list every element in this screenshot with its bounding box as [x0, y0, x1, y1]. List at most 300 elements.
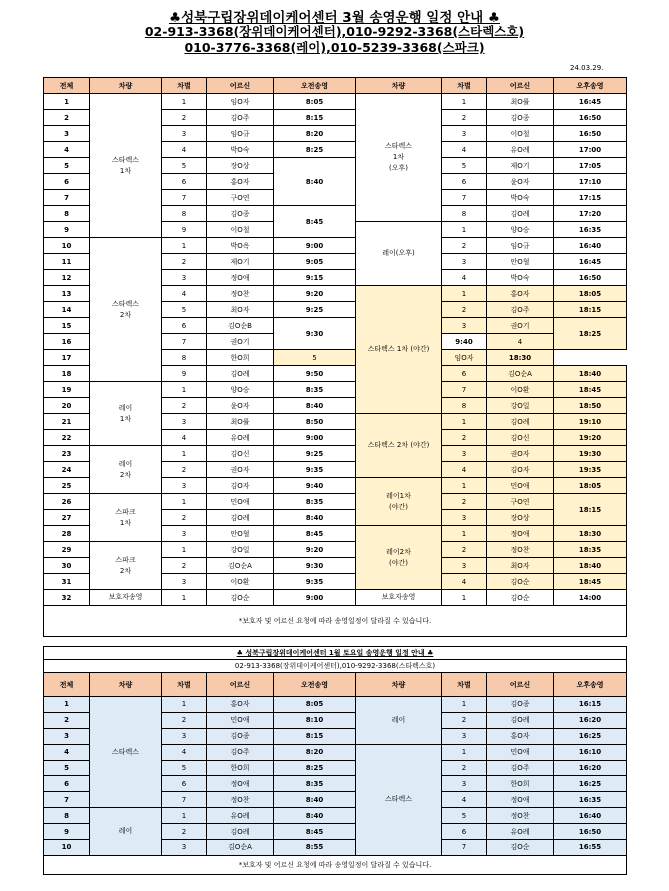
senior-name: 민O애: [207, 712, 274, 728]
pm-senior-name: 제O기: [487, 158, 554, 174]
row-number: 20: [44, 398, 90, 414]
header-pm-order: 차별: [442, 673, 487, 697]
row-number: 27: [44, 510, 90, 526]
pm-vehicle-order: 5: [274, 350, 356, 366]
vehicle-cell: 레이 2차: [90, 446, 162, 494]
pm-dropoff-time: 16:45: [554, 94, 627, 110]
table-row: [44, 446, 627, 462]
pm-vehicle-cell: 레이: [356, 697, 442, 745]
row-number: 4: [44, 142, 90, 158]
pm-dropoff-time: 16:25: [554, 728, 627, 744]
pm-dropoff-time: 18:15: [554, 302, 627, 318]
am-pickup-time: 8:35: [274, 382, 356, 398]
vehicle-order: 2: [162, 254, 207, 270]
header-vehicle: 차량: [90, 673, 162, 697]
row-number: 17: [44, 350, 90, 366]
pm-senior-name: 정O찬: [487, 542, 554, 558]
pm-vehicle-cell: 레이2차 (야간): [356, 526, 442, 590]
pm-senior-name: 홍O자: [487, 728, 554, 744]
row-number: 8: [44, 808, 90, 824]
vehicle-order: 3: [162, 414, 207, 430]
row-number: 14: [44, 302, 90, 318]
title-row: [44, 647, 627, 660]
pm-dropoff-time: 19:10: [554, 414, 627, 430]
row-number: 16: [44, 334, 90, 350]
am-pickup-time: 8:40: [274, 398, 356, 414]
senior-name: 박O숙: [207, 142, 274, 158]
senior-name: 김O순A: [207, 840, 274, 856]
row-number: 6: [44, 776, 90, 792]
pm-senior-name: 구O연: [487, 494, 554, 510]
am-pickup-time: 8:40: [274, 158, 356, 206]
pm-dropoff-time: 17:15: [554, 190, 627, 206]
am-pickup-time: 9:40: [442, 334, 487, 350]
am-pickup-time: 9:30: [274, 558, 356, 574]
pm-senior-name: 박O숙: [487, 190, 554, 206]
vehicle-order: 9: [162, 366, 207, 382]
schedule-note: *보호자 및 어르신 요청에 따라 송영일정이 달라질 수 있습니다.: [44, 606, 627, 637]
pm-senior-name: 강O일: [487, 398, 554, 414]
pm-senior-name: 임O규: [487, 238, 554, 254]
pm-vehicle-order: 2: [442, 542, 487, 558]
pm-vehicle-order: 3: [442, 126, 487, 142]
pm-senior-name: 김O종: [487, 697, 554, 713]
am-pickup-time: 9:30: [274, 318, 356, 350]
senior-name: 제O기: [207, 254, 274, 270]
senior-name: 김O례: [207, 824, 274, 840]
am-pickup-time: 9:20: [274, 542, 356, 558]
vehicle-order: 3: [162, 478, 207, 494]
senior-name: 김O종: [207, 206, 274, 222]
table-row: [44, 94, 627, 110]
senior-name: 김O신: [207, 446, 274, 462]
vehicle-order: 6: [162, 318, 207, 334]
pm-vehicle-order: 1: [442, 222, 487, 238]
senior-name: 정O찬: [207, 286, 274, 302]
row-number: 21: [44, 414, 90, 430]
am-pickup-time: 8:45: [274, 526, 356, 542]
am-pickup-time: 8:45: [274, 206, 356, 238]
pm-senior-name: 유O례: [487, 142, 554, 158]
am-pickup-time: 8:20: [274, 744, 356, 760]
pm-dropoff-time: 18:30: [554, 526, 627, 542]
pm-dropoff-time: 14:00: [554, 590, 627, 606]
pm-senior-name: 양O승: [487, 222, 554, 238]
am-pickup-time: 8:20: [274, 126, 356, 142]
row-number: 32: [44, 590, 90, 606]
pm-vehicle-order: 2: [442, 430, 487, 446]
pm-senior-name: 김O순: [487, 574, 554, 590]
pm-dropoff-time: 16:55: [554, 840, 627, 856]
am-pickup-time: 8:15: [274, 728, 356, 744]
vehicle-order: 3: [162, 728, 207, 744]
pm-senior-name: 민O애: [487, 744, 554, 760]
am-pickup-time: 9:00: [274, 590, 356, 606]
pm-senior-name: 정O애: [487, 792, 554, 808]
pm-senior-name: 김O순: [487, 840, 554, 856]
pm-senior-name: 박O숙: [487, 270, 554, 286]
am-pickup-time: 9:35: [274, 574, 356, 590]
vehicle-order: 3: [162, 270, 207, 286]
pm-vehicle-order: 1: [442, 697, 487, 713]
pm-senior-name: 김O례: [487, 712, 554, 728]
senior-name: 김O종: [207, 728, 274, 744]
pm-vehicle-order: 1: [442, 414, 487, 430]
vehicle-order: 5: [162, 302, 207, 318]
am-pickup-time: 9:35: [274, 462, 356, 478]
senior-name: 김O순: [207, 590, 274, 606]
senior-name: 정O찬: [207, 792, 274, 808]
vehicle-order: 2: [162, 558, 207, 574]
pm-senior-name: 김O자: [487, 462, 554, 478]
pm-dropoff-time: 18:45: [554, 382, 627, 398]
pm-vehicle-cell: 보호자송영: [356, 590, 442, 606]
pm-dropoff-time: 16:50: [554, 110, 627, 126]
row-number: 2: [44, 712, 90, 728]
pm-vehicle-order: 3: [442, 728, 487, 744]
pm-dropoff-time: 17:05: [554, 158, 627, 174]
pm-dropoff-time: 18:45: [554, 574, 627, 590]
pm-dropoff-time: 19:20: [554, 430, 627, 446]
senior-name: 홍O자: [207, 174, 274, 190]
senior-name: 이O환: [207, 574, 274, 590]
senior-name: 양O승: [207, 382, 274, 398]
pm-senior-name: 김O례: [487, 414, 554, 430]
row-number: 7: [44, 792, 90, 808]
vehicle-order: 2: [162, 110, 207, 126]
pm-vehicle-order: 3: [442, 318, 487, 334]
pm-senior-name: 김O종: [487, 110, 554, 126]
pm-dropoff-time: 16:45: [554, 254, 627, 270]
pm-senior-name: 안O혈: [487, 254, 554, 270]
vehicle-order: 1: [162, 382, 207, 398]
vehicle-order: 3: [162, 840, 207, 856]
vehicle-order: 1: [162, 542, 207, 558]
pm-dropoff-time: 16:50: [554, 824, 627, 840]
table-row: [44, 697, 627, 713]
header-no: 전체: [44, 78, 90, 94]
pm-vehicle-order: 2: [442, 712, 487, 728]
header-order: 차별: [162, 78, 207, 94]
pm-vehicle-order: 3: [442, 254, 487, 270]
vehicle-order: 2: [162, 712, 207, 728]
senior-name: 김O주: [207, 744, 274, 760]
am-pickup-time: 9:25: [274, 302, 356, 318]
row-number: 11: [44, 254, 90, 270]
footer-row: [44, 606, 627, 637]
senior-name: 유O례: [207, 430, 274, 446]
row-number: 9: [44, 222, 90, 238]
vehicle-order: 8: [162, 206, 207, 222]
pm-vehicle-order: 4: [442, 792, 487, 808]
am-pickup-time: 8:50: [274, 414, 356, 430]
pm-dropoff-time: 16:50: [554, 270, 627, 286]
header-pm-vehicle: 차량: [356, 78, 442, 94]
pm-vehicle-order: 3: [442, 558, 487, 574]
pm-vehicle-order: 8: [442, 398, 487, 414]
pm-dropoff-time: 18:15: [554, 494, 627, 526]
row-number: 13: [44, 286, 90, 302]
vehicle-order: 1: [162, 808, 207, 824]
vehicle-cell: 스타렉스 2차: [90, 238, 162, 382]
contact-phones-line1: 02-913-3368(장위데이케어센터),010-9292-3368(스타렉스호): [144, 24, 525, 39]
pm-senior-name: 장O상: [487, 510, 554, 526]
row-number: 25: [44, 478, 90, 494]
row-number: 22: [44, 430, 90, 446]
vehicle-order: 6: [162, 174, 207, 190]
vehicle-order: 8: [162, 350, 207, 366]
vehicle-order: 1: [162, 94, 207, 110]
vehicle-order: 6: [162, 776, 207, 792]
pm-vehicle-cell: 레이1차 (야간): [356, 478, 442, 526]
pm-vehicle-cell: 스타렉스 1차 (야간): [356, 286, 442, 414]
pm-vehicle-order: 6: [442, 824, 487, 840]
pm-dropoff-time: 16:35: [554, 222, 627, 238]
pm-vehicle-order: 3: [442, 446, 487, 462]
am-pickup-time: 8:55: [274, 840, 356, 856]
am-pickup-time: 9:00: [274, 238, 356, 254]
vehicle-order: 3: [162, 526, 207, 542]
am-pickup-time: 8:05: [274, 94, 356, 110]
am-pickup-time: 8:40: [274, 510, 356, 526]
vehicle-order: 9: [162, 222, 207, 238]
table-row: [44, 590, 627, 606]
pm-vehicle-cell: 스타렉스 2차 (야간): [356, 414, 442, 478]
vehicle-cell: 스파크 1차: [90, 494, 162, 542]
am-pickup-time: 9:40: [274, 478, 356, 494]
pm-senior-name: 김O신: [487, 430, 554, 446]
row-number: 5: [44, 158, 90, 174]
table-row: [44, 382, 627, 398]
row-number: 6: [44, 174, 90, 190]
issue-date: 24.03.29.: [570, 64, 604, 72]
pm-vehicle-order: 2: [442, 760, 487, 776]
row-number: 30: [44, 558, 90, 574]
pm-senior-name: 권O자: [487, 446, 554, 462]
vehicle-cell: 스타렉스 1차: [90, 94, 162, 238]
vehicle-cell: 레이 1차: [90, 382, 162, 446]
row-number: 2: [44, 110, 90, 126]
senior-name: 김O례: [207, 366, 274, 382]
header-pm-time: 오후송영: [554, 673, 627, 697]
pm-senior-name: 홍O자: [487, 286, 554, 302]
pm-senior-name: 이O환: [487, 382, 554, 398]
pm-dropoff-time: 16:50: [554, 126, 627, 142]
senior-name: 최O률: [207, 414, 274, 430]
senior-name: 박O옥: [207, 238, 274, 254]
table-row: [44, 494, 627, 510]
pm-vehicle-order: 6: [442, 174, 487, 190]
table-row: [44, 808, 627, 824]
senior-name: 이O철: [207, 222, 274, 238]
senior-name: 민O애: [207, 494, 274, 510]
pm-dropoff-time: 19:30: [554, 446, 627, 462]
table-row: [44, 238, 627, 254]
pm-vehicle-order: 4: [442, 574, 487, 590]
senior-name: 구O연: [207, 190, 274, 206]
pm-vehicle-order: 4: [442, 462, 487, 478]
senior-name: 정O애: [207, 270, 274, 286]
pm-senior-name: 정O찬: [487, 808, 554, 824]
pm-vehicle-order: 1: [442, 744, 487, 760]
row-number: 5: [44, 760, 90, 776]
am-pickup-time: 8:25: [274, 760, 356, 776]
pm-senior-name: 김O례: [487, 206, 554, 222]
pm-vehicle-order: 6: [442, 366, 487, 382]
am-pickup-time: 8:05: [274, 697, 356, 713]
vehicle-order: 4: [162, 142, 207, 158]
pm-senior-name: 김O순: [487, 590, 554, 606]
pm-vehicle-order: 2: [442, 494, 487, 510]
header-pm-senior: 어르신: [487, 78, 554, 94]
pm-vehicle-order: 5: [442, 808, 487, 824]
pm-senior-name: 유O례: [487, 824, 554, 840]
row-number: 4: [44, 744, 90, 760]
pm-senior-name: 민O애: [487, 478, 554, 494]
vehicle-order: 2: [162, 462, 207, 478]
pm-dropoff-time: 18:25: [554, 318, 627, 350]
pm-dropoff-time: 18:40: [554, 366, 627, 382]
am-pickup-time: 8:10: [274, 712, 356, 728]
senior-name: 홍O자: [207, 697, 274, 713]
pm-dropoff-time: 18:35: [554, 542, 627, 558]
saturday-schedule-title: ♣ 성북구립장위데이케어센터 1월 토요일 송영운행 일정 안내 ♣: [44, 647, 627, 660]
vehicle-order: 3: [162, 574, 207, 590]
pm-dropoff-time: 18:50: [554, 398, 627, 414]
senior-name: 임O규: [207, 126, 274, 142]
pm-vehicle-order: 1: [442, 94, 487, 110]
vehicle-cell: 스파크 2차: [90, 542, 162, 590]
pm-vehicle-order: 5: [442, 158, 487, 174]
vehicle-order: 2: [162, 824, 207, 840]
vehicle-order: 2: [162, 510, 207, 526]
pm-dropoff-time: 16:40: [554, 238, 627, 254]
header-senior: 어르신: [207, 673, 274, 697]
row-number: 1: [44, 94, 90, 110]
am-pickup-time: 8:40: [274, 792, 356, 808]
row-number: 9: [44, 824, 90, 840]
senior-name: 유O례: [207, 808, 274, 824]
vehicle-order: 2: [162, 398, 207, 414]
contact-phones-line2: 010-3776-3368(레이),010-5239-3368(스파크): [184, 40, 485, 55]
header-no: 전체: [44, 673, 90, 697]
vehicle-cell: 보호자송영: [90, 590, 162, 606]
vehicle-cell: 레이: [90, 808, 162, 856]
pm-vehicle-order: 7: [442, 382, 487, 398]
pm-dropoff-time: 17:10: [554, 174, 627, 190]
row-number: 10: [44, 840, 90, 856]
pm-dropoff-time: 16:25: [554, 776, 627, 792]
vehicle-order: 1: [162, 446, 207, 462]
row-number: 29: [44, 542, 90, 558]
pm-vehicle-order: 1: [442, 286, 487, 302]
vehicle-order: 1: [162, 697, 207, 713]
pm-senior-name: 김O순A: [487, 366, 554, 382]
pm-dropoff-time: 16:40: [554, 808, 627, 824]
header-am-time: 오전송영: [274, 78, 356, 94]
pm-senior-name: 정O애: [487, 526, 554, 542]
senior-name: 안O혈: [207, 526, 274, 542]
pm-vehicle-order: 7: [442, 190, 487, 206]
am-pickup-time: 9:05: [274, 254, 356, 270]
am-pickup-time: 8:35: [274, 494, 356, 510]
senior-name: 강O일: [207, 542, 274, 558]
row-number: 28: [44, 526, 90, 542]
pm-vehicle-order: 2: [442, 238, 487, 254]
footer-row: [44, 855, 627, 874]
pm-dropoff-time: 18:05: [554, 286, 627, 302]
phones-row: [44, 660, 627, 673]
am-pickup-time: 9:50: [274, 366, 356, 382]
senior-name: 한O희: [207, 350, 274, 366]
row-number: 3: [44, 126, 90, 142]
header-order: 차별: [162, 673, 207, 697]
senior-name: 김O례: [207, 510, 274, 526]
pm-senior-name: 최O자: [487, 558, 554, 574]
row-number: 1: [44, 697, 90, 713]
pm-vehicle-order: 8: [442, 206, 487, 222]
pm-dropoff-time: 17:20: [554, 206, 627, 222]
vehicle-order: 5: [162, 158, 207, 174]
pm-dropoff-time: 16:10: [554, 744, 627, 760]
pm-vehicle-order: 3: [442, 776, 487, 792]
pm-vehicle-order: 7: [442, 840, 487, 856]
am-pickup-time: 8:15: [274, 110, 356, 126]
pm-senior-name: 윤O자: [487, 174, 554, 190]
senior-name: 최O자: [207, 302, 274, 318]
pm-senior-name: 최O률: [487, 94, 554, 110]
pm-vehicle-order: 4: [487, 334, 554, 350]
vehicle-order: 4: [162, 430, 207, 446]
vehicle-order: 4: [162, 286, 207, 302]
senior-name: 정O애: [207, 776, 274, 792]
pm-vehicle-order: 1: [442, 590, 487, 606]
row-number: 18: [44, 366, 90, 382]
am-pickup-time: 9:00: [274, 430, 356, 446]
pm-dropoff-time: 16:15: [554, 697, 627, 713]
senior-name: 한O희: [207, 760, 274, 776]
am-pickup-time: 9:20: [274, 286, 356, 302]
saturday-contact-phones: 02-913-3368(장위데이케어센터),010-9292-3368(스타렉스호): [44, 660, 627, 673]
vehicle-order: 5: [162, 760, 207, 776]
row-number: 3: [44, 728, 90, 744]
pm-senior-name: 김O주: [487, 302, 554, 318]
pm-dropoff-time: 16:20: [554, 712, 627, 728]
header-vehicle: 차량: [90, 78, 162, 94]
senior-name: 김O순A: [207, 558, 274, 574]
row-number: 26: [44, 494, 90, 510]
vehicle-order: 1: [162, 494, 207, 510]
pm-vehicle-order: 2: [442, 302, 487, 318]
am-pickup-time: 9:25: [274, 446, 356, 462]
pm-dropoff-time: 18:05: [554, 478, 627, 494]
row-number: 10: [44, 238, 90, 254]
am-pickup-time: 9:15: [274, 270, 356, 286]
page-title: ♣성북구립장위데이케어센터 3월 송영운행 일정 안내 ♣: [169, 10, 500, 26]
vehicle-order: 7: [162, 334, 207, 350]
row-number: 31: [44, 574, 90, 590]
header-pm-senior: 어르신: [487, 673, 554, 697]
vehicle-order: 1: [162, 590, 207, 606]
senior-name: 김O순B: [207, 318, 274, 334]
am-pickup-time: 8:35: [274, 776, 356, 792]
senior-name: 김O자: [207, 478, 274, 494]
table-header-row: [44, 673, 627, 697]
row-number: 24: [44, 462, 90, 478]
vehicle-order: 3: [162, 126, 207, 142]
header-senior: 어르신: [207, 78, 274, 94]
pm-senior-name: 이O철: [487, 126, 554, 142]
